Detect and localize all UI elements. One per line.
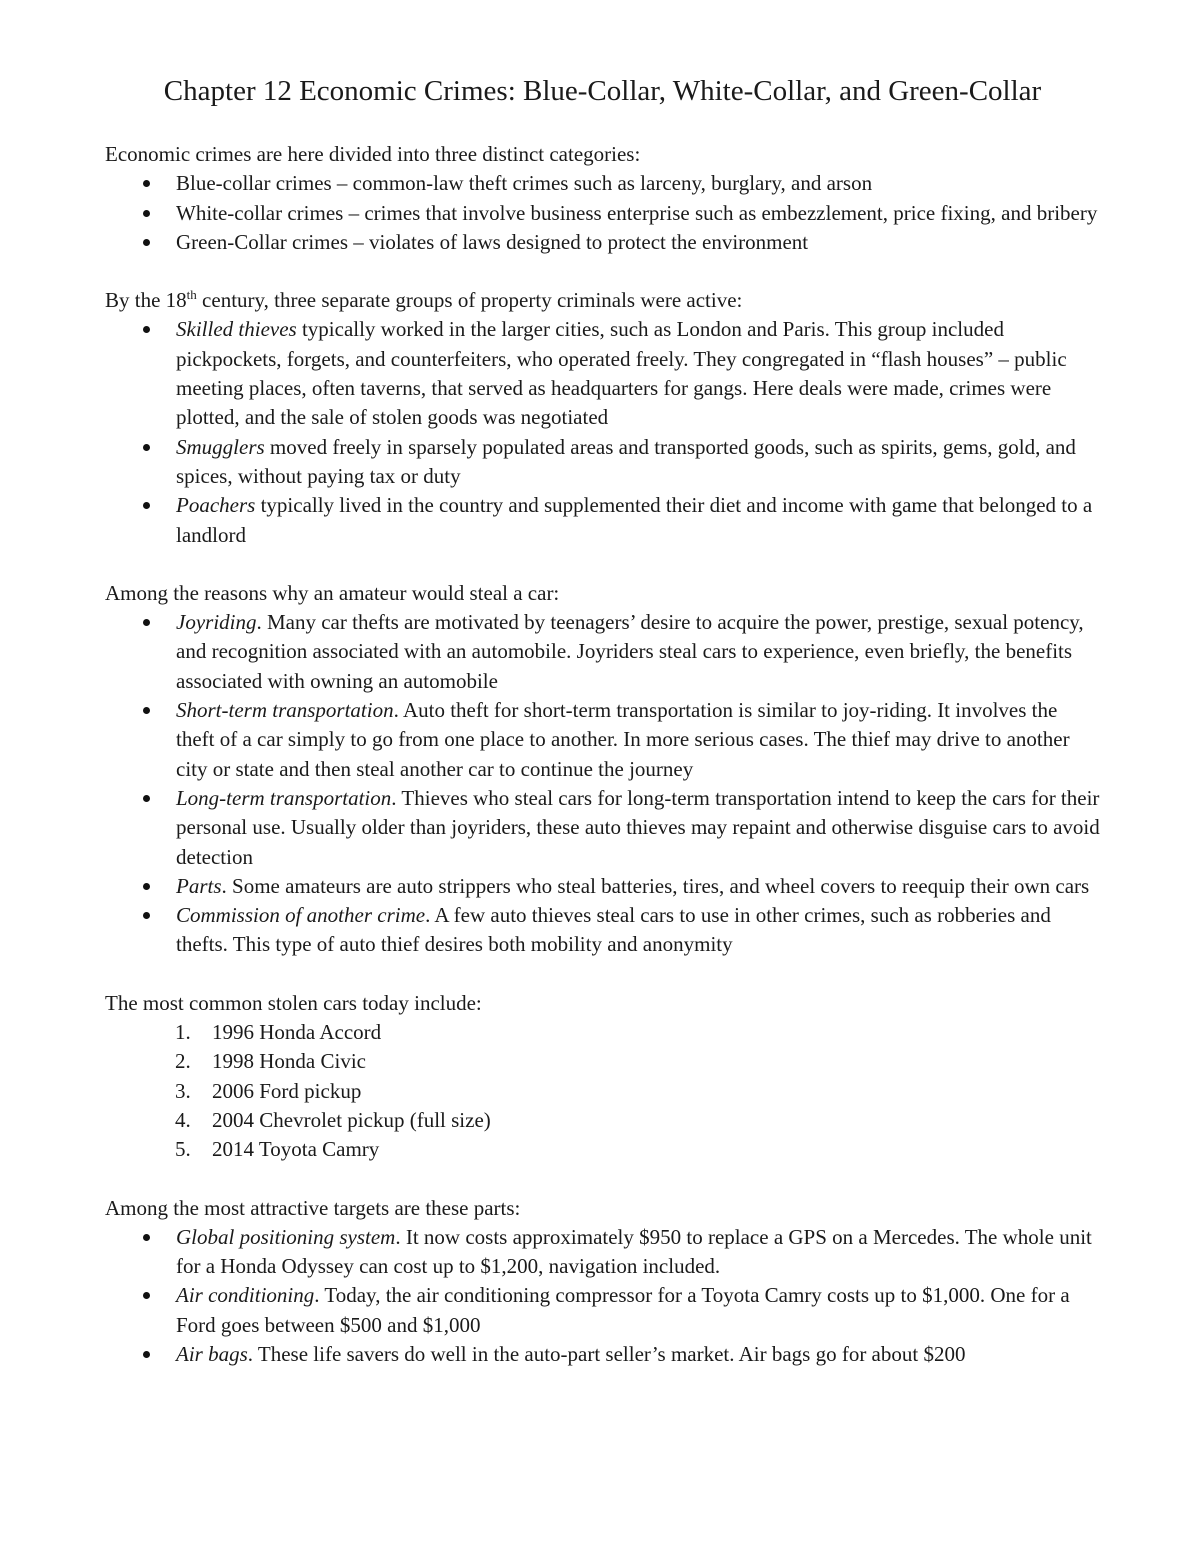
list-item: Long-term transportation. Thieves who steal cars for long-term transportation intend to keep the cars for their personal use. Usually older than joyriders, these auto thieves may repaint and otherwise disguise cars to avoid detection (105, 784, 1100, 872)
list-item: Green-Collar crimes – violates of laws designed to protect the environment (105, 228, 1100, 257)
list-item: 5. 2014 Toyota Camry (105, 1135, 1100, 1164)
section-stolen-cars (105, 989, 1100, 1165)
term: Joyriding (176, 610, 257, 635)
term: Parts (176, 873, 222, 898)
bullet-list (105, 169, 1100, 257)
list-item: 1. 1996 Honda Accord (105, 1018, 1100, 1047)
list-number: 5. (175, 1137, 191, 1162)
list-item: Air bags. These life savers do well in the auto-part seller’s market. Air bags go for about $200 (105, 1340, 1100, 1369)
list-item: Blue-collar crimes – common-law theft crimes such as larceny, burglary, and arson (105, 169, 1100, 198)
list-item: Poachers typically lived in the country and supplemented their diet and income with game that belonged to a landlord (105, 491, 1100, 550)
section-intro: Among the reasons why an amateur would steal a car: (105, 580, 560, 605)
bullet-list (105, 1223, 1100, 1369)
numbered-list (105, 1018, 1100, 1164)
section-intro: Among the most attractive targets are these parts: (105, 1195, 521, 1220)
section-car-theft-reasons (105, 579, 1100, 960)
bullet-icon (143, 180, 150, 187)
section-intro: Economic crimes are here divided into three distinct categories: (105, 142, 641, 166)
list-number: 4. (175, 1107, 191, 1132)
list-item: Smugglers moved freely in sparsely populated areas and transported goods, such as spirits, gems, gold, and spices, without paying tax or duty (105, 433, 1100, 492)
bullet-icon (143, 502, 150, 509)
term: Global positioning system (176, 1224, 396, 1249)
list-item: 3. 2006 Ford pickup (105, 1077, 1100, 1106)
bullet-list (105, 315, 1100, 549)
list-number: 3. (175, 1078, 191, 1103)
bullet-icon (143, 444, 150, 451)
list-item: Joyriding. Many car thefts are motivated by teenagers’ desire to acquire the power, prestige, sexual potency, and recognition associated with an automobile. Joyriders steal cars to experience, even briefly, the benefits associated with owning an automobile (105, 608, 1100, 696)
list-number: 2. (175, 1049, 191, 1074)
list-number: 1. (175, 1020, 191, 1045)
bullet-icon (143, 883, 150, 890)
list-item: 2. 1998 Honda Civic (105, 1047, 1100, 1076)
section-intro: The most common stolen cars today include: (105, 990, 482, 1015)
bullet-icon (143, 1351, 150, 1358)
term: Air bags (176, 1341, 248, 1366)
list-item: 4. 2004 Chevrolet pickup (full size) (105, 1106, 1100, 1135)
bullet-list (105, 608, 1100, 960)
bullet-icon (143, 1292, 150, 1299)
bullet-icon (143, 210, 150, 217)
term: Commission of another crime (176, 903, 426, 928)
section-property-criminals (105, 286, 1100, 550)
term: Skilled thieves (176, 317, 297, 342)
section-intro: By the 18th century, three separate groups of property criminals were active: (105, 287, 743, 313)
term: Long-term transportation (176, 785, 392, 810)
bullet-icon (143, 239, 150, 246)
list-item: White-collar crimes – crimes that involve business enterprise such as embezzlement, price fixing, and bribery (105, 199, 1100, 228)
bullet-icon (143, 795, 150, 802)
term: Smugglers (176, 434, 265, 459)
section-attractive-parts (105, 1194, 1100, 1370)
term: Poachers (176, 493, 256, 518)
bullet-icon (143, 326, 150, 333)
term: Air conditioning (176, 1283, 315, 1308)
list-item: Commission of another crime. A few auto thieves steal cars to use in other crimes, such as robberies and thefts. This type of auto thief desires both mobility and anonymity (105, 901, 1100, 960)
list-item: Short-term transportation. Auto theft for short-term transportation is similar to joy-riding. It involves the theft of a car simply to go from one place to another. In more serious cases. The thief may drive to another city or state and then steal another car to continue the journey (105, 696, 1100, 784)
list-item: Global positioning system. It now costs approximately $950 to replace a GPS on a Mercedes. The whole unit for a Honda Odyssey can cost up to $1,200, navigation included. (105, 1223, 1100, 1282)
bullet-icon (143, 707, 150, 714)
bullet-icon (143, 912, 150, 919)
page-title: Chapter 12 Economic Crimes: Blue-Collar, White-Collar, and Green-Collar (163, 75, 1042, 107)
term: Short-term transportation (176, 698, 394, 723)
list-item: Skilled thieves typically worked in the larger cities, such as London and Paris. This group included pickpockets, forgets, and counterfeiters, who operated freely. They congregated in “flash houses” – public meeting places, often taverns, that served as headquarters for gangs. Here deals were made, crimes were plotted, and the sale of stolen goods was negotiated (105, 315, 1100, 432)
list-item: Parts. Some amateurs are auto strippers who steal batteries, tires, and wheel covers to reequip their own cars (105, 872, 1100, 901)
bullet-icon (143, 1234, 150, 1241)
bullet-icon (143, 619, 150, 626)
list-item: Air conditioning. Today, the air conditioning compressor for a Toyota Camry costs up to $1,000. One for a Ford goes between $500 and $1,000 (105, 1281, 1100, 1340)
section-crime-categories (105, 140, 1100, 257)
